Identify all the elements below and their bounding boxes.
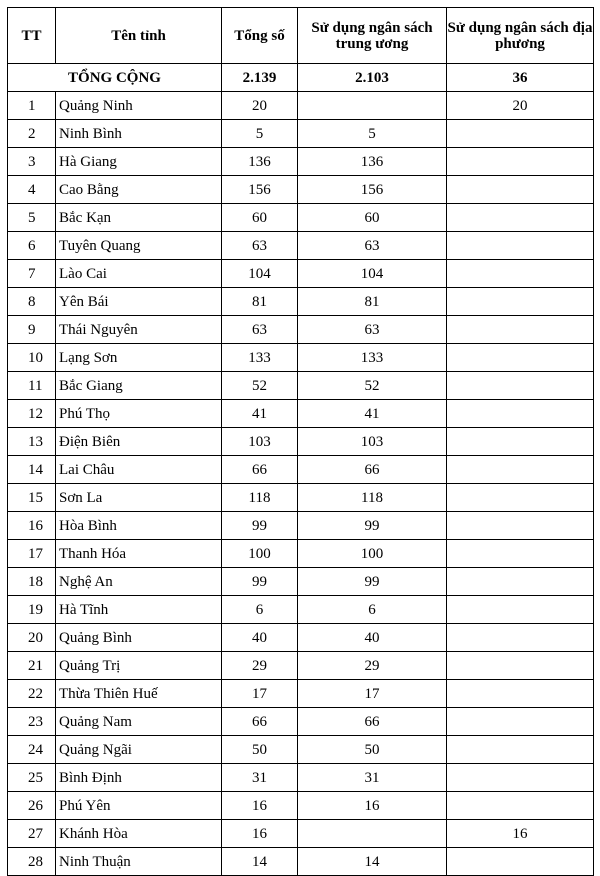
table-row — [8, 372, 594, 400]
cell-central: 31 — [298, 764, 447, 792]
cell-central: 100 — [298, 540, 447, 568]
cell-total: 66 — [222, 456, 298, 484]
cell-province: Ninh Thuận — [56, 848, 222, 876]
cell-local — [447, 260, 594, 288]
cell-tt: 4 — [8, 176, 56, 204]
cell-local — [447, 540, 594, 568]
cell-province: Khánh Hòa — [56, 820, 222, 848]
cell-total: 104 — [222, 260, 298, 288]
cell-central: 104 — [298, 260, 447, 288]
cell-local — [447, 372, 594, 400]
cell-local — [447, 456, 594, 484]
cell-total: 136 — [222, 148, 298, 176]
cell-tt: 14 — [8, 456, 56, 484]
cell-central: 14 — [298, 848, 447, 876]
table-row — [8, 596, 594, 624]
table-row — [8, 428, 594, 456]
cell-local — [447, 848, 594, 876]
cell-local — [447, 176, 594, 204]
cell-total: 99 — [222, 568, 298, 596]
cell-province: Thái Nguyên — [56, 316, 222, 344]
cell-tt: 20 — [8, 624, 56, 652]
header-tt: TT — [8, 8, 56, 64]
cell-central: 6 — [298, 596, 447, 624]
cell-province: Sơn La — [56, 484, 222, 512]
table-row — [8, 288, 594, 316]
table-row — [8, 540, 594, 568]
cell-total: 31 — [222, 764, 298, 792]
cell-central: 133 — [298, 344, 447, 372]
cell-total: 20 — [222, 92, 298, 120]
cell-total: 50 — [222, 736, 298, 764]
cell-central: 66 — [298, 456, 447, 484]
table-row — [8, 568, 594, 596]
cell-tt: 18 — [8, 568, 56, 596]
total-row — [8, 64, 594, 92]
cell-total: 99 — [222, 512, 298, 540]
cell-central: 29 — [298, 652, 447, 680]
cell-total: 63 — [222, 316, 298, 344]
total-label: TỔNG CỘNG — [8, 64, 222, 92]
cell-local — [447, 400, 594, 428]
cell-tt: 11 — [8, 372, 56, 400]
cell-province: Quảng Ngãi — [56, 736, 222, 764]
cell-central: 99 — [298, 568, 447, 596]
cell-tt: 10 — [8, 344, 56, 372]
cell-tt: 9 — [8, 316, 56, 344]
cell-tt: 19 — [8, 596, 56, 624]
cell-local — [447, 204, 594, 232]
total-local: 36 — [447, 64, 594, 92]
cell-total: 81 — [222, 288, 298, 316]
cell-local: 20 — [447, 92, 594, 120]
cell-total: 60 — [222, 204, 298, 232]
table-row — [8, 484, 594, 512]
cell-central: 63 — [298, 316, 447, 344]
cell-province: Cao Bằng — [56, 176, 222, 204]
cell-central: 60 — [298, 204, 447, 232]
cell-central: 52 — [298, 372, 447, 400]
cell-province: Tuyên Quang — [56, 232, 222, 260]
cell-local — [447, 316, 594, 344]
cell-province: Ninh Bình — [56, 120, 222, 148]
table-row — [8, 792, 594, 820]
cell-province: Hà Tĩnh — [56, 596, 222, 624]
table-row — [8, 260, 594, 288]
cell-total: 133 — [222, 344, 298, 372]
cell-total: 52 — [222, 372, 298, 400]
cell-tt: 17 — [8, 540, 56, 568]
table-row — [8, 232, 594, 260]
cell-central: 41 — [298, 400, 447, 428]
cell-local — [447, 512, 594, 540]
cell-central: 50 — [298, 736, 447, 764]
cell-central: 156 — [298, 176, 447, 204]
cell-province: Quảng Trị — [56, 652, 222, 680]
cell-province: Hòa Bình — [56, 512, 222, 540]
cell-local — [447, 624, 594, 652]
cell-central: 99 — [298, 512, 447, 540]
cell-province: Bình Định — [56, 764, 222, 792]
cell-tt: 1 — [8, 92, 56, 120]
cell-province: Điện Biên — [56, 428, 222, 456]
table-row — [8, 92, 594, 120]
table-row — [8, 708, 594, 736]
cell-province: Phú Yên — [56, 792, 222, 820]
cell-tt: 27 — [8, 820, 56, 848]
header-row — [8, 8, 594, 64]
table-row — [8, 456, 594, 484]
cell-tt: 22 — [8, 680, 56, 708]
cell-total: 29 — [222, 652, 298, 680]
cell-total: 40 — [222, 624, 298, 652]
cell-tt: 21 — [8, 652, 56, 680]
header-total: Tổng số — [222, 8, 298, 64]
cell-province: Quảng Ninh — [56, 92, 222, 120]
cell-province: Quảng Nam — [56, 708, 222, 736]
cell-province: Hà Giang — [56, 148, 222, 176]
cell-total: 14 — [222, 848, 298, 876]
cell-total: 17 — [222, 680, 298, 708]
table-row — [8, 512, 594, 540]
table-row — [8, 736, 594, 764]
budget-table — [7, 7, 594, 876]
cell-province: Thanh Hóa — [56, 540, 222, 568]
cell-central: 16 — [298, 792, 447, 820]
cell-total: 118 — [222, 484, 298, 512]
cell-local — [447, 148, 594, 176]
cell-province: Thừa Thiên Huế — [56, 680, 222, 708]
cell-tt: 7 — [8, 260, 56, 288]
cell-tt: 3 — [8, 148, 56, 176]
cell-local — [447, 232, 594, 260]
cell-province: Yên Bái — [56, 288, 222, 316]
table-row — [8, 316, 594, 344]
cell-province: Lạng Sơn — [56, 344, 222, 372]
table-row — [8, 120, 594, 148]
cell-total: 103 — [222, 428, 298, 456]
cell-local — [447, 792, 594, 820]
cell-total: 66 — [222, 708, 298, 736]
document-page — [7, 7, 594, 876]
cell-local — [447, 652, 594, 680]
cell-tt: 25 — [8, 764, 56, 792]
cell-province: Lai Châu — [56, 456, 222, 484]
table-row — [8, 652, 594, 680]
cell-local — [447, 344, 594, 372]
cell-local — [447, 596, 594, 624]
cell-total: 5 — [222, 120, 298, 148]
table-row — [8, 820, 594, 848]
cell-tt: 26 — [8, 792, 56, 820]
cell-local — [447, 120, 594, 148]
table-row — [8, 400, 594, 428]
cell-province: Nghệ An — [56, 568, 222, 596]
cell-central: 81 — [298, 288, 447, 316]
cell-tt: 8 — [8, 288, 56, 316]
cell-tt: 16 — [8, 512, 56, 540]
table-row — [8, 204, 594, 232]
cell-tt: 24 — [8, 736, 56, 764]
cell-central: 103 — [298, 428, 447, 456]
cell-total: 63 — [222, 232, 298, 260]
cell-local — [447, 568, 594, 596]
header-local-budget: Sử dụng ngân sách địa phương — [447, 8, 594, 64]
cell-local — [447, 484, 594, 512]
cell-province: Phú Thọ — [56, 400, 222, 428]
cell-central: 66 — [298, 708, 447, 736]
cell-central: 63 — [298, 232, 447, 260]
cell-local — [447, 736, 594, 764]
cell-province: Bắc Kạn — [56, 204, 222, 232]
cell-tt: 13 — [8, 428, 56, 456]
table-row — [8, 148, 594, 176]
table-row — [8, 848, 594, 876]
table-row — [8, 624, 594, 652]
cell-province: Bắc Giang — [56, 372, 222, 400]
table-row — [8, 764, 594, 792]
cell-tt: 23 — [8, 708, 56, 736]
cell-central: 5 — [298, 120, 447, 148]
table-row — [8, 344, 594, 372]
cell-local — [447, 428, 594, 456]
cell-central: 136 — [298, 148, 447, 176]
cell-central: 118 — [298, 484, 447, 512]
total-sum: 2.139 — [222, 64, 298, 92]
cell-local — [447, 680, 594, 708]
cell-tt: 12 — [8, 400, 56, 428]
cell-tt: 2 — [8, 120, 56, 148]
cell-central — [298, 92, 447, 120]
cell-tt: 28 — [8, 848, 56, 876]
cell-local: 16 — [447, 820, 594, 848]
total-central: 2.103 — [298, 64, 447, 92]
table-body — [8, 64, 594, 876]
cell-total: 6 — [222, 596, 298, 624]
cell-local — [447, 708, 594, 736]
cell-province: Quảng Bình — [56, 624, 222, 652]
header-province: Tên tỉnh — [56, 8, 222, 64]
cell-total: 41 — [222, 400, 298, 428]
table-header — [8, 8, 594, 64]
cell-tt: 15 — [8, 484, 56, 512]
table-row — [8, 680, 594, 708]
cell-central — [298, 820, 447, 848]
cell-province: Lào Cai — [56, 260, 222, 288]
cell-total: 16 — [222, 792, 298, 820]
table-row — [8, 176, 594, 204]
cell-central: 40 — [298, 624, 447, 652]
cell-local — [447, 764, 594, 792]
cell-total: 16 — [222, 820, 298, 848]
cell-total: 156 — [222, 176, 298, 204]
cell-total: 100 — [222, 540, 298, 568]
cell-local — [447, 288, 594, 316]
cell-central: 17 — [298, 680, 447, 708]
cell-tt: 5 — [8, 204, 56, 232]
header-central-budget: Sử dụng ngân sách trung ương — [298, 8, 447, 64]
cell-tt: 6 — [8, 232, 56, 260]
